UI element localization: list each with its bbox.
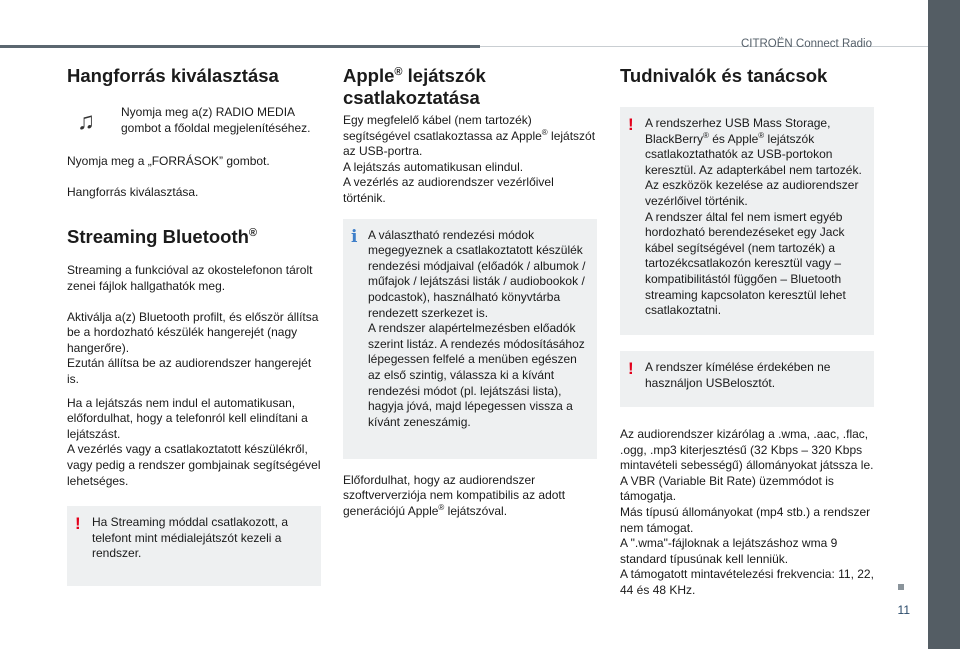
page-number: 11 [897,603,910,617]
apple-p2-sup: ® [438,502,445,512]
apple-paragraph-1 [343,113,597,160]
usb-w1c: lejátszók csatlakoztathatók az USB-portokon keresztül. Az adapterkábel nem tartozék. [645,131,862,177]
apple-p1-sup: ® [541,127,548,137]
unsupported-paragraph: Más típusú állományokat (mp4 stb.) a rendszer nem támogat. [620,504,871,535]
heading-apple-a: Apple [343,65,395,86]
warning-box-usb [620,107,874,335]
heading-apple-b: lejátszók [402,65,486,86]
warning-text: Ha Streaming móddal csatlakozott, a telefont mint médialejátszót kezeli a rendszer. [92,515,289,561]
column-1 [67,65,321,586]
apple-p1b: lejátszót az USB-portra. [343,128,596,159]
formats-paragraph: Az audiorendszer kizárólag a .wma, .aac, .flac, .ogg, .mp3 kiterjesztésű (32 Kbps – 320 Kbps mintavételi sebességű) állományokat játssza le. [620,427,874,473]
warning-box-streaming [67,506,321,586]
heading-tips: Tudnivalók és tanácsok [620,65,828,86]
warning-icon-usb: ! [628,115,634,134]
column-3 [620,65,874,599]
info-text-b: A rendszer alapértelmezésben előadók szerint listáz. A rendezés módosításához lépegessen felfelé a menüben egészen az első szintig, válassza ki a kívánt rendezési módot (pl. lejátszási lista), hagyja jóvá, majd lépegessen vissza a kívánt zeneszámig. [368,321,585,429]
heading-bt-text: Streaming Bluetooth [67,226,249,248]
apple-paragraph-1d: A vezérlés az audiorendszer vezérlőivel történik. [343,175,554,205]
apple-p2a: Előfordulhat, hogy az audiorendszer szoftververziója nem kompatibilis az adott generációjú Apple [343,472,566,518]
media-instruction-text: Nyomja meg a(z) RADIO MEDIA gombot a főoldal megjelenítéséhez. [121,105,311,135]
usb-warning-a [645,116,864,178]
heading-apple-c: csatlakoztatása [343,87,480,108]
apple-paragraph-1c: A lejátszás automatikusan elindul. [343,159,524,174]
warning-icon-hub: ! [628,359,634,378]
sources-instruction: Nyomja meg a „FORRÁSOK” gombot. [67,154,270,169]
info-icon: i [351,226,358,247]
heading-apple-sup: ® [394,65,403,78]
heading-streaming-bluetooth [67,226,321,248]
vbr-paragraph: A VBR (Variable Bit Rate) üzemmódot is támogatja. [620,473,834,504]
usb-warning-e: A rendszer által fel nem ismert egyéb hordozható berendezéseket egy Jack kábel segítségével (nem tartozék) a tartozékcsatlakozón keresztül vagy – kompatibilitástól függően – Bluetooth streaming kapcsolaton keresztül lehet csatlakoztatni. [645,209,846,318]
apple-p2b: lejátszóval. [444,503,508,518]
usb-w1b: és Apple [708,131,759,146]
column-2 [343,65,597,519]
header-title: CITROËN Connect Radio [740,38,872,50]
heading-apple-players [343,65,597,109]
usb-warning-d: Az eszközök kezelése az audiorendszer vezérlőivel történik. [645,178,859,208]
page-mark [898,584,904,590]
music-note-icon: ♫ [77,108,95,135]
select-instruction: Hangforrás kiválasztása. [67,184,199,199]
bt-paragraph-3a: Ha a lejátszás nem indul el automatikusan, előfordulhat, hogy a telefonról kell elindítani a lejátszást. [67,395,308,441]
apple-paragraph-2 [343,473,597,520]
top-rule [0,45,480,48]
heading-source-selection: Hangforrás kiválasztása [67,65,279,86]
heading-bt-sup: ® [248,227,258,240]
usb-w1a: A rendszerhez USB Mass Storage, BlackBerry [645,116,831,146]
bt-paragraph-2b: Ezután állítsa be az audiorendszer hangerejét is. [67,356,312,386]
hub-warning-text: A rendszer kímélése érdekében ne használjon USBelosztót. [645,360,831,390]
usb-w1-sup1: ® [703,130,709,140]
bt-paragraph-2a: Aktiválja a(z) Bluetooth profilt, és először állítsa be a hordozható készülék hangerejét (nagy hangerőre). [67,309,319,355]
warning-box-hub [620,351,874,407]
media-instruction [67,105,321,136]
usb-w1-sup2: ® [758,130,765,140]
info-text-a: A választható rendezési módok megegyeznek a csatlakoztatott készülék rendezési módjaival (előadók / albumok / műfajok / lejátszási listák / audiobookok / podcastok), használható könyvtárba rendezett szerkezet is. [368,227,586,320]
bt-paragraph-1: Streaming a funkcióval az okostelefonon tárolt zenei fájlok hallgathatók meg. [67,263,313,293]
wma-paragraph: A ".wma"-fájloknak a lejátszáshoz wma 9 standard típusúnak kell lenniük. [620,536,838,566]
apple-p1a: Egy megfelelő kábel (nem tartozék) segítségével csatlakoztassa az Apple [343,113,542,143]
warning-icon: ! [75,514,81,534]
info-box-sorting [343,219,597,459]
bt-paragraph-3b: A vezérlés vagy a csatlakoztatott készülékről, vagy pedig a rendszer gombjainak segítségével lehetséges. [67,442,321,488]
frequency-paragraph: A támogatott mintavételezési frekvencia: 11, 22, 44 és 48 KHz. [620,567,874,597]
right-band [928,0,960,649]
